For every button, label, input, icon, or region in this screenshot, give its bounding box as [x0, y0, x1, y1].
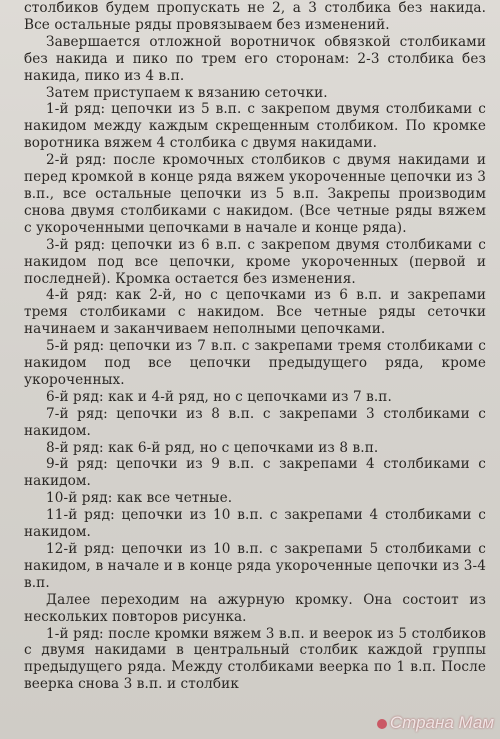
paragraph: столбиков будем пропускать не 2, а 3 столбика без накида. Все остальные ряды провязываем без изменений.	[24, 0, 486, 33]
paragraph: 5-й ряд: цепочки из 7 в.п. с закрепами тремя столбиками с накидом под все цепочки предыдущего ряда, кроме укороченных.	[24, 338, 486, 388]
paragraph: 8-й ряд: как 6-й ряд, но с цепочками из 8 в.п.	[46, 439, 379, 456]
heart-icon	[377, 719, 387, 729]
paragraph: 12-й ряд: цепочки из 10 в.п. с закрепами 5 столбиками с накидом, в начале и в конце ряда укороченные цепочки из 3-4 в.п.	[24, 541, 486, 591]
paragraph: 10-й ряд: как все четные.	[46, 490, 233, 507]
watermark-text: Страна Мам	[389, 713, 494, 732]
paragraph: Затем приступаем к вязанию сеточки.	[46, 84, 328, 101]
paragraph: 1-й ряд: после кромки вяжем 3 в.п. и веерок из 5 столбиков с двумя накидами в центральный столбик каждой группы предыдущего ряда. Между столбиками веерка по 1 в.п. После веерка снова 3 в.п. и столбик	[24, 625, 486, 693]
watermark	[377, 713, 494, 733]
paragraph: 7-й ряд: цепочки из 8 в.п. с закрепами 3 столбиками с накидом.	[24, 405, 486, 439]
paragraph: 6-й ряд: как и 4-й ряд, но с цепочками из 7 в.п.	[46, 388, 392, 405]
paragraph: Завершается отложной воротничок обвязкой столбиками без накида и пико по трем его сторонам: 2-3 столбика без накида, пико из 4 в.п.	[24, 33, 486, 84]
paragraph: 3-й ряд: цепочки из 6 в.п. с закрепом двумя столбиками с накидом под все цепочки, кроме укороченных (первой и последней). Кромка остается без изменения.	[24, 236, 486, 287]
paragraph: 4-й ряд: как 2-й, но с цепочками из 6 в.п. и закрепами тремя столбиками с накидом. Все четные ряды сеточки начинаем и заканчиваем неполными цепочками.	[24, 287, 486, 338]
paragraph: 9-й ряд: цепочки из 9 в.п. с закрепами 4 столбиками с накидом.	[24, 456, 486, 490]
paragraph: 11-й ряд: цепочки из 10 в.п. с закрепами 4 столбиками с накидом.	[24, 507, 486, 541]
paragraph: 2-й ряд: после кромочных столбиков с двумя накидами и перед кромкой в конце ряда вяжем укороченные цепочки из 3 в.п., все остальные цепочки из 5 в.п. Закрепы производим снова двумя столбиками с накидом. (Все четные ряды вяжем с укороченными цепочками в начале и конце ряда).	[24, 152, 486, 236]
body-text	[24, 0, 486, 693]
paragraph: 1-й ряд: цепочки из 5 в.п. с закрепом двумя столбиками с накидом между каждым скрещенным столбиком. По кромке воротника вяжем 4 столбика с двумя накидами.	[24, 101, 486, 152]
paragraph: Далее переходим на ажурную кромку. Она состоит из нескольких повторов рисунка.	[24, 591, 486, 625]
